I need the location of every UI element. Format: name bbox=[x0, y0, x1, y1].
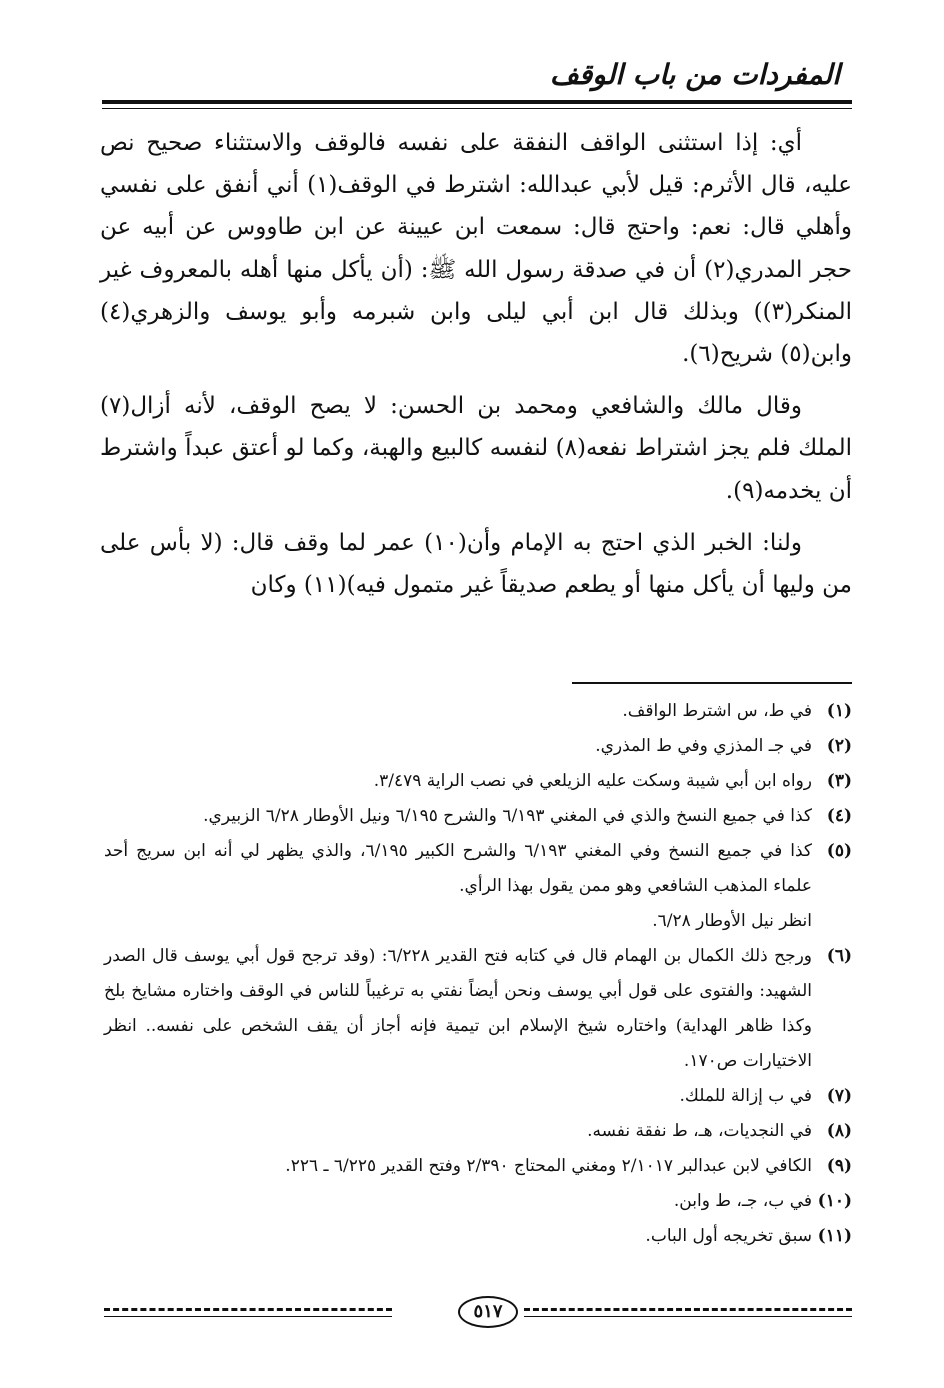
footnote-text: انظر نيل الأوطار ٦/٢٨. bbox=[652, 911, 812, 931]
main-text bbox=[100, 122, 852, 606]
footnote-7 bbox=[104, 1079, 852, 1114]
footer-rule-left bbox=[104, 1316, 392, 1317]
footnote-text: رواه ابن أبي شيبة وسكت عليه الزيلعي في نصب الراية ٣/٤٧٩. bbox=[373, 771, 812, 791]
paragraph-3: ولنا: الخبر الذي احتج به الإمام وأن(١٠) عمر لما وقف قال: (لا بأس على من وليها أن يأكل منها أو يطعم صديقاً غير متمول فيه)(١١) وكان bbox=[100, 529, 852, 599]
footnote-number: (٢) bbox=[826, 736, 852, 756]
footnote-text: الكافي لابن عبدالبر ٢/١٠١٧ ومغني المحتاج ٢/٣٩٠ وفتح القدير ٦/٢٢٥ ـ ٢٢٦. bbox=[285, 1156, 812, 1176]
footer-rule-right bbox=[524, 1316, 852, 1317]
footnote-number: (٧) bbox=[826, 1086, 852, 1106]
footnote-text: في جـ المذزي وفي ط المذري. bbox=[595, 736, 812, 756]
footnote-number: (٨) bbox=[826, 1121, 852, 1141]
footnote-number: (٥) bbox=[826, 841, 852, 861]
footnote-text: كذا في جميع النسخ وفي المغني ٦/١٩٣ والشرح الكبير ٦/١٩٥، والذي يظهر لي أنه ابن سريج أحد علماء المذهب الشافعي وهو ممن يقول بهذا الرأي. bbox=[104, 841, 812, 896]
running-header-title: المفردات من باب الوقف bbox=[549, 58, 840, 91]
footnote-text: في ط، س اشترط الواقف. bbox=[622, 701, 812, 721]
footnote-number: (١١) bbox=[817, 1226, 852, 1246]
footnote-5 bbox=[104, 834, 852, 939]
footer-dashed-rule-left bbox=[104, 1308, 392, 1311]
footnote-4 bbox=[104, 799, 852, 834]
paragraph-1: أي: إذا استثنى الواقف النفقة على نفسه فالوقف والاستثناء صحيح نص عليه، قال الأثرم: قيل لأبي عبدالله: اشترط في الوقف(١) أني أنفق على نفسي وأهلي قال: نعم: واحتج قال: سمعت ابن عيينة عن ابن طاووس عن أبيه عن حجر المدري(٢) أن في صدقة رسول الله ﷺ: (أن يأكل منها أهله بالمعروف غير المنكر(٣)) وبذلك قال ابن أبي ليلى وابن شبرمه وأبو يوسف والزهري(٤) وابن(٥) شريح(٦). bbox=[100, 130, 852, 368]
footnote-6 bbox=[104, 939, 852, 1079]
footnote-9 bbox=[104, 1149, 852, 1184]
footnote-text: سبق تخريجه أول الباب. bbox=[645, 1226, 812, 1246]
page-number: ٥١٧ bbox=[458, 1296, 518, 1328]
footnote-text: كذا في جميع النسخ والذي في المغني ٦/١٩٣ والشرح ٦/١٩٥ ونيل الأوطار ٦/٢٨ الزبيري. bbox=[203, 806, 812, 826]
footnote-8 bbox=[104, 1114, 852, 1149]
footnote-number: (٣) bbox=[826, 771, 852, 791]
footnote-10 bbox=[104, 1184, 852, 1219]
footnote-text: ورجح ذلك الكمال بن الهمام قال في كتابه فتح القدير ٦/٢٢٨: (وقد ترجح قول أبي يوسف قال الصدر الشهيد: والفتوى على قول أبي يوسف ونحن أيضاً نفتي به ترغيباً للناس في الوقف واختاره مشايخ بلخ وكذا ظاهر الهداية) واختاره شيخ الإسلام ابن تيمية فإنه أجاز أن يقف الشخص على نفسه.. انظر الاختيارات ص١٧٠. bbox=[104, 946, 812, 1071]
footer-dashed-rule-right bbox=[524, 1308, 852, 1311]
footnote-1 bbox=[104, 694, 852, 729]
footnote-number: (٤) bbox=[826, 806, 852, 826]
footnote-3 bbox=[104, 764, 852, 799]
footnote-text: في النجديات، هـ، ط نفقة نفسه. bbox=[587, 1121, 812, 1141]
footnote-number: (١٠) bbox=[817, 1191, 852, 1211]
footnote-text: في ب، جـ، ط وابن. bbox=[673, 1191, 812, 1211]
footnote-number: (٩) bbox=[826, 1156, 852, 1176]
footnote-number: (٦) bbox=[826, 946, 852, 966]
paragraph-2: وقال مالك والشافعي ومحمد بن الحسن: لا يصح الوقف، لأنه أزال(٧) الملك فلم يجز اشتراط نفعه(٨) لنفسه كالبيع والهبة، وكما لو أعتق عبداً واشترط أن يخدمه(٩). bbox=[100, 393, 852, 504]
footnote-text: في ب إزالة للملك. bbox=[679, 1086, 812, 1106]
footnote-11 bbox=[104, 1219, 852, 1254]
header-rule-thin bbox=[102, 108, 852, 109]
footnotes bbox=[104, 694, 852, 1254]
footnote-number: (١) bbox=[826, 701, 852, 721]
page-footer bbox=[104, 1296, 852, 1326]
footnote-2 bbox=[104, 729, 852, 764]
footnote-separator bbox=[572, 682, 852, 684]
header-rule-thick bbox=[102, 100, 852, 104]
